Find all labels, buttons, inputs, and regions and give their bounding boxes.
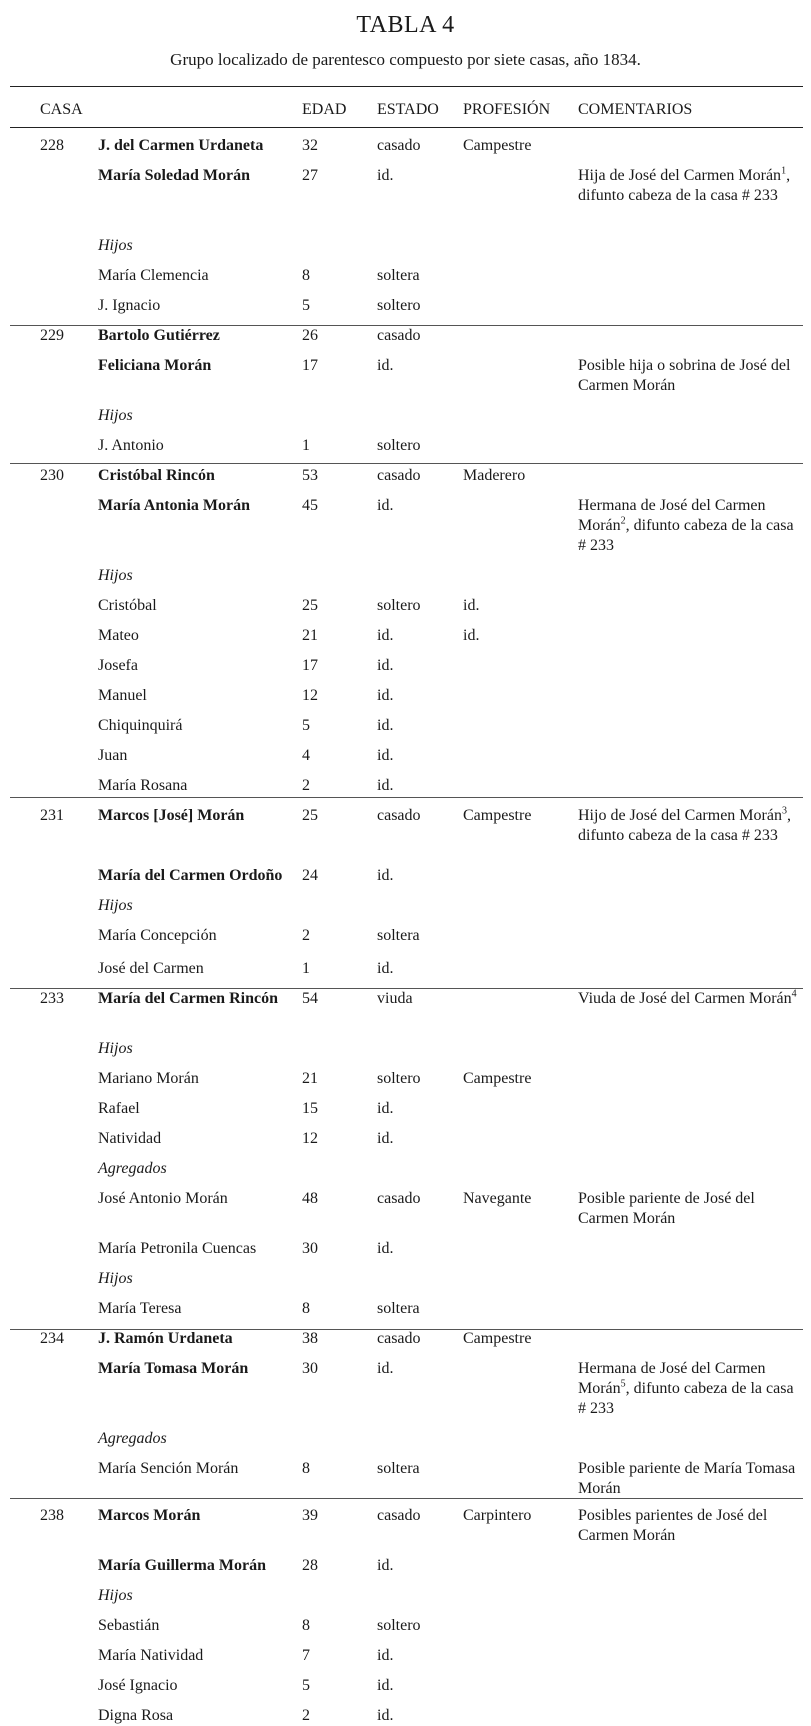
header-profesion: PROFESIÓN bbox=[463, 101, 551, 118]
edad-cell: 53 bbox=[302, 467, 318, 484]
group-label: Hijos bbox=[98, 407, 133, 424]
estado-cell: casado bbox=[377, 467, 421, 484]
group-label: Agregados bbox=[98, 1430, 167, 1447]
profesion-cell: Navegante bbox=[463, 1190, 532, 1207]
comentario-cell: Posible pariente de María Tomasa Morán bbox=[578, 1460, 796, 1497]
edad-cell: 32 bbox=[302, 137, 318, 154]
edad-cell: 7 bbox=[302, 1647, 310, 1664]
person-name: María Petronila Cuencas bbox=[98, 1240, 257, 1257]
person-name: Cristóbal bbox=[98, 597, 157, 614]
person-name: Marcos [José] Morán bbox=[98, 807, 245, 824]
estado-cell: id. bbox=[377, 777, 394, 794]
comentario-cell: Posibles parientes de José del Carmen Morán bbox=[578, 1507, 768, 1544]
person-name: Manuel bbox=[98, 687, 147, 704]
household-separator bbox=[10, 797, 803, 798]
edad-cell: 8 bbox=[302, 267, 310, 284]
estado-cell: id. bbox=[377, 1130, 394, 1147]
edad-cell: 30 bbox=[302, 1240, 318, 1257]
person-name: María Rosana bbox=[98, 777, 188, 794]
edad-cell: 12 bbox=[302, 1130, 318, 1147]
person-name: María Clemencia bbox=[98, 267, 209, 284]
person-name: María Sención Morán bbox=[98, 1460, 239, 1477]
edad-cell: 21 bbox=[302, 627, 318, 644]
edad-cell: 2 bbox=[302, 1707, 310, 1724]
person-name: José del Carmen bbox=[98, 960, 204, 977]
estado-cell: id. bbox=[377, 687, 394, 704]
estado-cell: id. bbox=[377, 1240, 394, 1257]
household-separator bbox=[10, 325, 803, 326]
edad-cell: 25 bbox=[302, 807, 318, 824]
profesion-cell: Campestre bbox=[463, 137, 532, 154]
casa-number: 234 bbox=[40, 1330, 64, 1347]
edad-cell: 5 bbox=[302, 1677, 310, 1694]
estado-cell: soltera bbox=[377, 1300, 420, 1317]
household-separator bbox=[10, 1329, 803, 1330]
edad-cell: 45 bbox=[302, 497, 318, 514]
comentario-cell: Viuda de José del Carmen Morán$^4$ bbox=[578, 988, 797, 1007]
estado-cell: soltera bbox=[377, 1460, 420, 1477]
estado-cell: id. bbox=[377, 960, 394, 977]
person-name: Digna Rosa bbox=[98, 1707, 174, 1724]
edad-cell: 25 bbox=[302, 597, 318, 614]
estado-cell: soltera bbox=[377, 267, 420, 284]
estado-cell: casado bbox=[377, 137, 421, 154]
header-estado: ESTADO bbox=[377, 101, 439, 118]
header-casa: CASA bbox=[40, 101, 83, 118]
edad-cell: 4 bbox=[302, 747, 310, 764]
person-name: María Guillerma Morán bbox=[98, 1557, 266, 1574]
profesion-cell: Maderero bbox=[463, 467, 526, 484]
person-name: José Ignacio bbox=[98, 1677, 178, 1694]
person-name: Chiquinquirá bbox=[98, 717, 183, 734]
edad-cell: 12 bbox=[302, 687, 318, 704]
person-name: María Teresa bbox=[98, 1300, 182, 1317]
footnote-marker: 1 bbox=[781, 165, 787, 177]
header-comentarios: COMENTARIOS bbox=[578, 101, 693, 118]
estado-cell: casado bbox=[377, 1190, 421, 1207]
edad-cell: 48 bbox=[302, 1190, 318, 1207]
estado-cell: soltero bbox=[377, 1617, 421, 1634]
edad-cell: 27 bbox=[302, 167, 318, 184]
casa-number: 229 bbox=[40, 327, 64, 344]
estado-cell: id. bbox=[377, 867, 394, 884]
person-name: Mariano Morán bbox=[98, 1070, 199, 1087]
edad-cell: 8 bbox=[302, 1300, 310, 1317]
person-name: Feliciana Morán bbox=[98, 357, 212, 374]
person-name: Josefa bbox=[98, 657, 138, 674]
comentario-cell: Posible pariente de José del Carmen Morán bbox=[578, 1190, 755, 1227]
edad-cell: 54 bbox=[302, 990, 318, 1007]
casa-number: 231 bbox=[40, 807, 64, 824]
casa-number: 238 bbox=[40, 1507, 64, 1524]
edad-cell: 26 bbox=[302, 327, 318, 344]
group-label: Agregados bbox=[98, 1160, 167, 1177]
profesion-cell: Campestre bbox=[463, 807, 532, 824]
estado-cell: viuda bbox=[377, 990, 413, 1007]
estado-cell: soltero bbox=[377, 437, 421, 454]
estado-cell: id. bbox=[377, 1100, 394, 1117]
person-name: María del Carmen Rincón bbox=[98, 990, 278, 1007]
estado-cell: id. bbox=[377, 497, 394, 514]
person-name: J. Ramón Urdaneta bbox=[98, 1330, 233, 1347]
group-label: Hijos bbox=[98, 1270, 133, 1287]
estado-cell: soltero bbox=[377, 597, 421, 614]
estado-cell: id. bbox=[377, 1360, 394, 1377]
edad-cell: 15 bbox=[302, 1100, 318, 1117]
household-separator bbox=[10, 1498, 803, 1499]
edad-cell: 5 bbox=[302, 297, 310, 314]
casa-number: 233 bbox=[40, 990, 64, 1007]
person-name: Sebastián bbox=[98, 1617, 160, 1634]
footnote-marker: 5 bbox=[620, 1378, 626, 1390]
estado-cell: id. bbox=[377, 657, 394, 674]
table-subtitle: Grupo localizado de parentesco compuesto por siete casas, año 1834. bbox=[170, 50, 641, 69]
group-label: Hijos bbox=[98, 1587, 133, 1604]
estado-cell: soltera bbox=[377, 927, 420, 944]
group-label: Hijos bbox=[98, 1040, 133, 1057]
estado-cell: id. bbox=[377, 1707, 394, 1724]
edad-cell: 17 bbox=[302, 657, 318, 674]
edad-cell: 8 bbox=[302, 1617, 310, 1634]
person-name: María del Carmen Ordoño bbox=[98, 867, 283, 884]
person-name: José Antonio Morán bbox=[98, 1190, 228, 1207]
edad-cell: 24 bbox=[302, 867, 318, 884]
edad-cell: 28 bbox=[302, 1557, 318, 1574]
person-name: J. Ignacio bbox=[98, 297, 161, 314]
comentario-cell: Hija de José del Carmen Morán$^1$, difunto cabeza de la casa # 233 bbox=[578, 165, 791, 204]
person-name: J. del Carmen Urdaneta bbox=[98, 137, 264, 154]
group-label: Hijos bbox=[98, 897, 133, 914]
estado-cell: soltero bbox=[377, 297, 421, 314]
edad-cell: 39 bbox=[302, 1507, 318, 1524]
casa-number: 230 bbox=[40, 467, 64, 484]
person-name: María Concepción bbox=[98, 927, 217, 944]
edad-cell: 8 bbox=[302, 1460, 310, 1477]
estado-cell: id. bbox=[377, 1557, 394, 1574]
footnote-marker: 3 bbox=[781, 805, 787, 817]
person-name: Cristóbal Rincón bbox=[98, 467, 215, 484]
estado-cell: casado bbox=[377, 327, 421, 344]
edad-cell: 17 bbox=[302, 357, 318, 374]
comentario-cell: Posible hija o sobrina de José del Carmen Morán bbox=[578, 357, 791, 394]
footnote-marker: 2 bbox=[620, 515, 626, 527]
person-name: Juan bbox=[98, 747, 128, 764]
estado-cell: id. bbox=[377, 167, 394, 184]
edad-cell: 1 bbox=[302, 437, 310, 454]
header-edad: EDAD bbox=[302, 101, 347, 118]
person-name: María Soledad Morán bbox=[98, 167, 250, 184]
comentario-cell: Hijo de José del Carmen Morán$^3$, difunto cabeza de la casa # 233 bbox=[578, 805, 791, 844]
estado-cell: id. bbox=[377, 747, 394, 764]
comentario-cell: Hermana de José del Carmen Morán$^2$, difunto cabeza de la casa # 233 bbox=[578, 497, 794, 554]
person-name: Rafael bbox=[98, 1100, 140, 1117]
estado-cell: id. bbox=[377, 1647, 394, 1664]
estado-cell: soltero bbox=[377, 1070, 421, 1087]
estado-cell: casado bbox=[377, 1330, 421, 1347]
table-title: TABLA 4 bbox=[356, 12, 455, 38]
edad-cell: 2 bbox=[302, 927, 310, 944]
estado-cell: casado bbox=[377, 1507, 421, 1524]
edad-cell: 1 bbox=[302, 960, 310, 977]
edad-cell: 21 bbox=[302, 1070, 318, 1087]
edad-cell: 38 bbox=[302, 1330, 318, 1347]
estado-cell: id. bbox=[377, 1677, 394, 1694]
person-name: Natividad bbox=[98, 1130, 162, 1147]
profesion-cell: Campestre bbox=[463, 1330, 532, 1347]
person-name: J. Antonio bbox=[98, 437, 164, 454]
group-label: Hijos bbox=[98, 237, 133, 254]
group-label: Hijos bbox=[98, 567, 133, 584]
edad-cell: 2 bbox=[302, 777, 310, 794]
person-name: María Tomasa Morán bbox=[98, 1360, 249, 1377]
person-name: María Antonia Morán bbox=[98, 497, 250, 514]
profesion-cell: Campestre bbox=[463, 1070, 532, 1087]
person-name: Mateo bbox=[98, 627, 139, 644]
estado-cell: id. bbox=[377, 717, 394, 734]
edad-cell: 5 bbox=[302, 717, 310, 734]
person-name: Marcos Morán bbox=[98, 1507, 201, 1524]
profesion-cell: Carpintero bbox=[463, 1507, 532, 1524]
profesion-cell: id. bbox=[463, 597, 480, 614]
estado-cell: casado bbox=[377, 807, 421, 824]
estado-cell: id. bbox=[377, 627, 394, 644]
edad-cell: 30 bbox=[302, 1360, 318, 1377]
person-name: Bartolo Gutiérrez bbox=[98, 327, 220, 344]
profesion-cell: id. bbox=[463, 627, 480, 644]
casa-number: 228 bbox=[40, 137, 64, 154]
household-separator bbox=[10, 463, 803, 464]
comentario-cell: Hermana de José del Carmen Morán$^5$, difunto cabeza de la casa # 233 bbox=[578, 1360, 794, 1417]
estado-cell: id. bbox=[377, 357, 394, 374]
household-separator bbox=[10, 988, 803, 989]
footnote-marker: 4 bbox=[791, 988, 797, 1000]
person-name: María Natividad bbox=[98, 1647, 204, 1664]
